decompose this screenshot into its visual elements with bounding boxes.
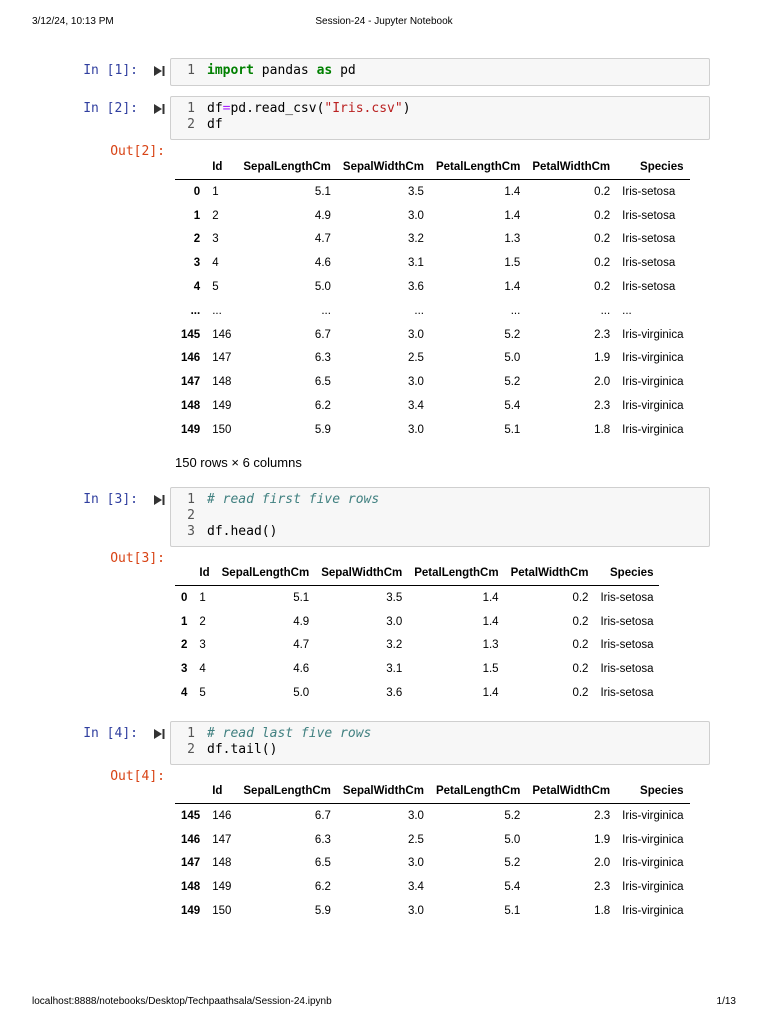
- column-header: Id: [206, 779, 237, 804]
- row-index: 147: [181, 857, 201, 870]
- output-prompt: Out[2]:: [110, 144, 165, 159]
- table-cell: 5.4: [504, 881, 521, 894]
- line-number: 1: [187, 726, 195, 741]
- table-cell: 1.5: [482, 663, 499, 676]
- table-cell: 6.2: [314, 400, 331, 413]
- table-cell: 2.3: [594, 809, 611, 822]
- column-header: Id: [206, 155, 237, 180]
- code-token: pd: [332, 63, 356, 78]
- table-cell: 3.5: [386, 591, 403, 604]
- code-token: as: [316, 63, 333, 78]
- line-number: 3: [187, 524, 195, 539]
- table-cell: Iris-setosa: [600, 615, 654, 628]
- table-cell: 3.0: [407, 857, 424, 870]
- code-token: df: [207, 101, 223, 116]
- table-cell: 1.4: [504, 185, 521, 198]
- code-text: [207, 63, 356, 79]
- table-row: [175, 681, 659, 705]
- column-header: SepalWidthCm: [315, 561, 408, 586]
- code-token: # read first five rows: [207, 492, 380, 507]
- row-index: 148: [181, 881, 201, 894]
- line-number: 1: [187, 63, 195, 78]
- table-cell: 3.2: [407, 233, 424, 246]
- table-cell: Iris-virginica: [622, 857, 684, 870]
- table-cell: 5: [199, 687, 206, 700]
- table-cell: ...: [510, 304, 521, 317]
- table-row: [175, 657, 659, 681]
- table-cell: 1.4: [504, 209, 521, 222]
- table-cell: 0.2: [594, 257, 611, 270]
- table-cell: 150: [212, 905, 232, 918]
- code-text: [207, 742, 277, 758]
- table-cell: 3.0: [386, 615, 403, 628]
- row-index: 2: [181, 639, 188, 652]
- code-text: [207, 524, 277, 540]
- table-cell: 3.4: [407, 881, 424, 894]
- table-cell: Iris-virginica: [622, 905, 684, 918]
- print-date: 3/12/24, 10:13 PM: [32, 16, 114, 27]
- table-cell: 6.3: [314, 833, 331, 846]
- row-index: 145: [181, 809, 201, 822]
- table-cell: 1.3: [504, 233, 521, 246]
- table-cell: Iris-virginica: [622, 423, 684, 436]
- table-cell: Iris-setosa: [600, 687, 654, 700]
- table-cell: 3.1: [386, 663, 403, 676]
- row-index: 1: [181, 615, 188, 628]
- table-row: [175, 180, 690, 204]
- code-token: pd.read_csv(: [230, 101, 325, 116]
- table-cell: Iris-setosa: [600, 663, 654, 676]
- table-cell: 1.4: [482, 687, 499, 700]
- table-row: [175, 610, 659, 634]
- row-index: 0: [193, 185, 201, 198]
- table-row: [175, 828, 690, 852]
- column-header: SepalLengthCm: [216, 561, 316, 586]
- input-prompt: In [1]:: [83, 63, 138, 78]
- table-cell: 0.2: [594, 185, 611, 198]
- print-footer: [32, 996, 736, 1010]
- table-row: [175, 347, 690, 371]
- code-line: [171, 742, 709, 758]
- table-cell: 2.3: [594, 328, 611, 341]
- table-cell: 2: [199, 615, 206, 628]
- column-header: PetalWidthCm: [526, 779, 616, 804]
- table-cell: 6.7: [314, 809, 331, 822]
- table-cell: Iris-setosa: [622, 185, 676, 198]
- column-header: SepalLengthCm: [237, 155, 337, 180]
- table-cell: 3.6: [386, 687, 403, 700]
- column-header: PetalWidthCm: [526, 155, 616, 180]
- table-cell: 146: [212, 809, 232, 822]
- code-line: [171, 508, 709, 524]
- table-cell: ...: [622, 304, 632, 317]
- code-text: [207, 492, 379, 508]
- table-cell: 148: [212, 857, 232, 870]
- line-number: 2: [187, 117, 195, 132]
- table-cell: 3.0: [407, 328, 424, 341]
- table-cell: 2.3: [594, 400, 611, 413]
- table-cell: 1.9: [594, 352, 611, 365]
- table-cell: 5.2: [504, 328, 521, 341]
- table-cell: 5.4: [504, 400, 521, 413]
- table-cell: 4.6: [314, 257, 331, 270]
- table-row: [175, 875, 690, 899]
- table-cell: 2.0: [594, 857, 611, 870]
- table-cell: ...: [414, 304, 424, 317]
- table-cell: 5.0: [504, 352, 521, 365]
- table-cell: 3.4: [407, 400, 424, 413]
- dataframe-shape: 150 rows × 6 columns: [175, 455, 302, 470]
- table-cell: 1.4: [482, 591, 499, 604]
- dataframe-table: [175, 155, 690, 442]
- table-cell: Iris-virginica: [622, 881, 684, 894]
- index-header: [175, 561, 193, 586]
- table-cell: ...: [600, 304, 611, 317]
- column-header: SepalWidthCm: [337, 779, 430, 804]
- table-row: [175, 323, 690, 347]
- table-row: [175, 228, 690, 252]
- code-line: [171, 101, 709, 117]
- code-text: [207, 117, 223, 133]
- output-prompt: Out[4]:: [110, 769, 165, 784]
- code-token: # read last five rows: [207, 726, 372, 741]
- table-cell: 147: [212, 833, 232, 846]
- code-token: df: [207, 117, 223, 132]
- table-cell: Iris-virginica: [622, 376, 684, 389]
- table-cell: 3.2: [386, 639, 403, 652]
- table-cell: 2.5: [407, 352, 424, 365]
- row-index: 146: [181, 833, 201, 846]
- code-token: df.tail(): [207, 742, 278, 757]
- run-cell-icon[interactable]: [152, 64, 166, 78]
- table-cell: 5.9: [314, 905, 331, 918]
- table-cell: 3: [212, 233, 219, 246]
- table-cell: 4.7: [293, 639, 310, 652]
- table-cell: 5.2: [504, 857, 521, 870]
- table-cell: Iris-setosa: [600, 591, 654, 604]
- table-cell: 6.5: [314, 376, 331, 389]
- column-header: PetalWidthCm: [505, 561, 595, 586]
- row-index: 4: [181, 687, 188, 700]
- table-row: [175, 852, 690, 876]
- table-cell: Iris-virginica: [622, 809, 684, 822]
- table-cell: 1: [199, 591, 206, 604]
- table-cell: 5.1: [504, 905, 521, 918]
- table-cell: 6.7: [314, 328, 331, 341]
- table-row: [175, 275, 690, 299]
- table-cell: 1.8: [594, 423, 611, 436]
- table-cell: 5.0: [314, 281, 331, 294]
- table-cell: 5.9: [314, 423, 331, 436]
- table-cell: 1.8: [594, 905, 611, 918]
- code-line: [171, 117, 709, 133]
- code-editor[interactable]: [170, 487, 710, 547]
- line-number: 2: [187, 742, 195, 757]
- table-cell: Iris-virginica: [622, 352, 684, 365]
- code-token: ): [402, 101, 411, 116]
- table-cell: 4.9: [293, 615, 310, 628]
- column-header: Id: [193, 561, 215, 586]
- line-number: 2: [187, 508, 195, 523]
- table-cell: 3: [199, 639, 206, 652]
- table-row: [175, 204, 690, 228]
- table-cell: 146: [212, 328, 232, 341]
- code-token: "Iris.csv": [324, 101, 403, 116]
- row-index: 2: [193, 233, 201, 246]
- table-cell: Iris-setosa: [622, 281, 676, 294]
- table-cell: 1.4: [482, 615, 499, 628]
- code-line: [171, 63, 709, 79]
- table-cell: 3.5: [407, 185, 424, 198]
- code-cell-3[interactable]: [0, 487, 768, 547]
- table-cell: 2.5: [407, 833, 424, 846]
- table-cell: 5.1: [293, 591, 310, 604]
- table-cell: 3.0: [407, 905, 424, 918]
- table-cell: 4.9: [314, 209, 331, 222]
- table-cell: 3.0: [407, 809, 424, 822]
- table-cell: 1: [212, 185, 219, 198]
- table-cell: 3.0: [407, 423, 424, 436]
- code-token: =: [222, 101, 231, 116]
- row-index: ...: [190, 304, 201, 317]
- table-row: [175, 299, 690, 323]
- table-row: [175, 418, 690, 442]
- table-cell: 3.0: [407, 376, 424, 389]
- table-cell: 3.1: [407, 257, 424, 270]
- run-cell-icon[interactable]: [152, 493, 166, 507]
- code-token: df.head(): [207, 524, 278, 539]
- code-line: [171, 492, 709, 508]
- table-cell: 0.2: [594, 281, 611, 294]
- table-cell: 1.4: [504, 281, 521, 294]
- column-header: PetalLengthCm: [408, 561, 504, 586]
- table-row: [175, 804, 690, 828]
- table-cell: 5.2: [504, 809, 521, 822]
- table-cell: 1.3: [482, 639, 499, 652]
- table-header-row: [175, 155, 690, 180]
- input-prompt: In [4]:: [83, 726, 138, 741]
- code-editor[interactable]: [170, 721, 710, 765]
- table-cell: ...: [321, 304, 331, 317]
- table-cell: 149: [212, 400, 232, 413]
- table-cell: Iris-setosa: [622, 209, 676, 222]
- table-cell: 0.2: [572, 591, 589, 604]
- table-cell: Iris-setosa: [600, 639, 654, 652]
- table-header-row: [175, 561, 659, 586]
- code-editor[interactable]: [170, 58, 710, 86]
- table-cell: 5.0: [293, 687, 310, 700]
- table-cell: 149: [212, 881, 232, 894]
- table-row: [175, 370, 690, 394]
- row-index: 4: [193, 281, 201, 294]
- line-number: 1: [187, 492, 195, 507]
- table-cell: 5: [212, 281, 219, 294]
- code-editor[interactable]: [170, 96, 710, 140]
- table-row: [175, 586, 659, 610]
- table-cell: 4.6: [293, 663, 310, 676]
- code-cell-1[interactable]: [0, 58, 768, 86]
- print-url: localhost:8888/notebooks/Desktop/Techpaathsala/Session-24.ipynb: [32, 996, 332, 1007]
- table-cell: 4: [212, 257, 219, 270]
- row-index: 147: [181, 376, 201, 389]
- table-cell: 2: [212, 209, 219, 222]
- index-header: [175, 779, 206, 804]
- output-prompt: Out[3]:: [110, 551, 165, 566]
- column-header: Species: [616, 155, 689, 180]
- table-row: [175, 394, 690, 418]
- column-header: SepalWidthCm: [337, 155, 430, 180]
- row-index: 149: [181, 905, 201, 918]
- table-row: [175, 634, 659, 658]
- column-header: SepalLengthCm: [237, 779, 337, 804]
- table-cell: Iris-setosa: [622, 233, 676, 246]
- code-token: pandas: [253, 63, 317, 78]
- table-cell: Iris-virginica: [622, 833, 684, 846]
- code-token: import: [207, 63, 254, 78]
- table-cell: 0.2: [594, 233, 611, 246]
- table-cell: 2.3: [594, 881, 611, 894]
- table-cell: 150: [212, 423, 232, 436]
- input-prompt: In [3]:: [83, 492, 138, 507]
- code-line: [171, 726, 709, 742]
- table-cell: 0.2: [572, 687, 589, 700]
- row-index: 149: [181, 423, 201, 436]
- table-cell: 4.7: [314, 233, 331, 246]
- table-cell: 3.0: [407, 209, 424, 222]
- page-number: 1/13: [716, 996, 736, 1007]
- table-cell: Iris-virginica: [622, 400, 684, 413]
- table-cell: 5.2: [504, 376, 521, 389]
- index-header: [175, 155, 206, 180]
- run-cell-icon[interactable]: [152, 727, 166, 741]
- table-cell: 6.5: [314, 857, 331, 870]
- code-line: [171, 524, 709, 540]
- table-cell: Iris-setosa: [622, 257, 676, 270]
- column-header: PetalLengthCm: [430, 779, 526, 804]
- table-cell: 2.0: [594, 376, 611, 389]
- run-cell-icon[interactable]: [152, 102, 166, 116]
- table-cell: 3.6: [407, 281, 424, 294]
- table-cell: 148: [212, 376, 232, 389]
- column-header: Species: [616, 779, 689, 804]
- column-header: PetalLengthCm: [430, 155, 526, 180]
- print-header: [32, 16, 736, 30]
- row-index: 146: [181, 352, 201, 365]
- row-index: 3: [181, 663, 188, 676]
- code-text: [207, 726, 371, 742]
- column-header: Species: [594, 561, 659, 586]
- code-cell-4[interactable]: [0, 721, 768, 765]
- line-number: 1: [187, 101, 195, 116]
- table-cell: 4: [199, 663, 206, 676]
- table-cell: 0.2: [572, 615, 589, 628]
- table-cell: 147: [212, 352, 232, 365]
- row-index: 145: [181, 328, 201, 341]
- row-index: 148: [181, 400, 201, 413]
- table-row: [175, 899, 690, 923]
- table-row: [175, 251, 690, 275]
- table-cell: 0.2: [572, 663, 589, 676]
- input-prompt: In [2]:: [83, 101, 138, 116]
- table-cell: 1.5: [504, 257, 521, 270]
- print-title: Session-24 - Jupyter Notebook: [315, 16, 453, 27]
- code-text: [207, 101, 411, 117]
- row-index: 1: [193, 209, 201, 222]
- table-cell: 0.2: [572, 639, 589, 652]
- row-index: 0: [181, 591, 188, 604]
- table-cell: 5.1: [314, 185, 331, 198]
- dataframe-head-table: [175, 561, 659, 705]
- table-cell: ...: [212, 304, 222, 317]
- table-cell: 0.2: [594, 209, 611, 222]
- table-cell: 5.0: [504, 833, 521, 846]
- table-cell: 6.2: [314, 881, 331, 894]
- table-cell: 1.9: [594, 833, 611, 846]
- code-cell-2[interactable]: [0, 96, 768, 140]
- dataframe-tail-table: [175, 779, 690, 923]
- table-header-row: [175, 779, 690, 804]
- table-cell: 6.3: [314, 352, 331, 365]
- table-cell: Iris-virginica: [622, 328, 684, 341]
- table-cell: 5.1: [504, 423, 521, 436]
- row-index: 3: [193, 257, 201, 270]
